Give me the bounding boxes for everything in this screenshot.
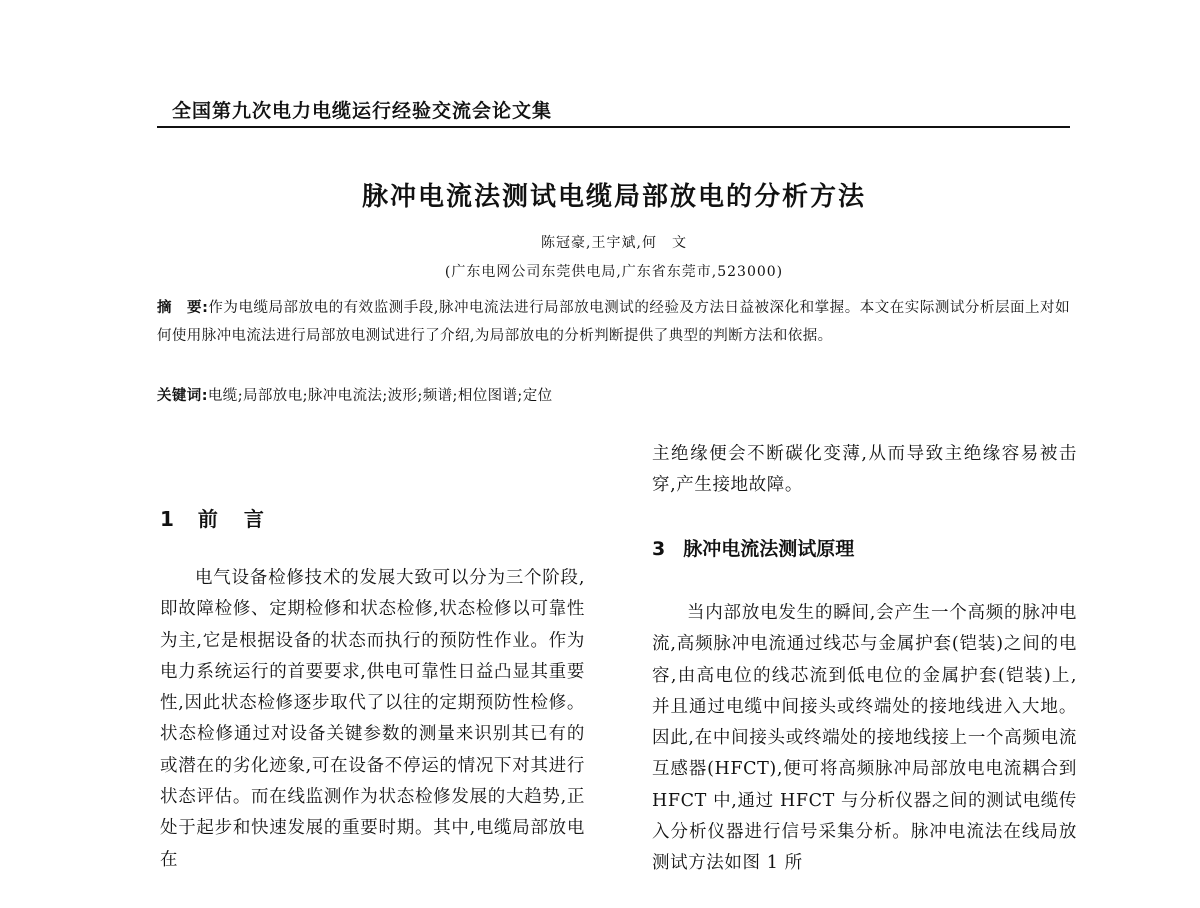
keywords-text: 电缆;局部放电;脉冲电流法;波形;频谱;相位图谱;定位 xyxy=(207,388,553,404)
abstract-text: 作为电缆局部放电的有效监测手段,脉冲电流法进行局部放电测试的经验及方法日益被深化和掌握。本文在实际测试分析层面上对如何使用脉冲电流法进行局部放电测试进行了介绍,为局部放电的分析判断提供了典型的判断方法和依据。 xyxy=(157,300,1070,344)
keywords-label: 关键词: xyxy=(157,388,208,404)
running-header: 全国第九次电力电缆运行经验交流会论文集 xyxy=(172,100,553,122)
section-1-title: 前言 xyxy=(197,507,290,531)
section-1-paragraph: 电气设备检修技术的发展大致可以分为三个阶段,即故障检修、定期检修和状态检修,状态检修以可靠性为主,它是根据设备的状态而执行的预防性作业。作为电力系统运行的首要要求,供电可靠性日益凸显其重要性,因此状态检修逐步取代了以往的定期预防性检修。状态检修通过对设备关键参数的测量来识别其已有的或潜在的劣化迹象,可在设备不停运的情况下对其进行状态评估。而在线监测作为状态检修发展的大趋势,正处于起步和快速发展的重要时期。其中,电缆局部放电在 xyxy=(160,568,585,870)
section-3-heading xyxy=(652,534,854,561)
section-3-number: 3 xyxy=(652,538,666,560)
section-3-paragraph: 当内部放电发生的瞬间,会产生一个高频的脉冲电流,高频脉冲电流通过线芯与金属护套(铠装)之间的电容,由高电位的线芯流到低电位的金属护套(铠装)上,并且通过电缆中间接头或终端处的接地线进入大地。因此,在中间接头或终端处的接地线接上一个高频电流互感器(HFCT),便可将高频脉冲局部放电电流耦合到 HFCT 中,通过 HFCT 与分析仪器之间的测试电缆传入分析仪器进行信号采集分析。脉冲电流法在线局放测试方法如图 1 所 xyxy=(652,603,1077,874)
section-1-number: 1 xyxy=(160,507,176,531)
keywords xyxy=(157,382,1070,410)
abstract xyxy=(157,294,1070,350)
section-3-title: 脉冲电流法测试原理 xyxy=(683,538,855,560)
authors: 陈冠豪,王宇斌,何 文 xyxy=(541,235,687,251)
header-rule xyxy=(157,126,1070,128)
continuation-paragraph: 主绝缘便会不断碳化变薄,从而导致主绝缘容易被击穿,产生接地故障。 xyxy=(652,444,1077,496)
right-column-continuation xyxy=(652,439,1077,502)
section-1-body xyxy=(160,563,585,876)
abstract-label: 摘 要: xyxy=(157,300,209,316)
section-1-heading xyxy=(160,503,290,532)
paper-title: 脉冲电流法测试电缆局部放电的分析方法 xyxy=(361,182,866,212)
section-3-body xyxy=(652,598,1077,880)
affiliation: (广东电网公司东莞供电局,广东省东莞市,523000) xyxy=(444,264,784,280)
